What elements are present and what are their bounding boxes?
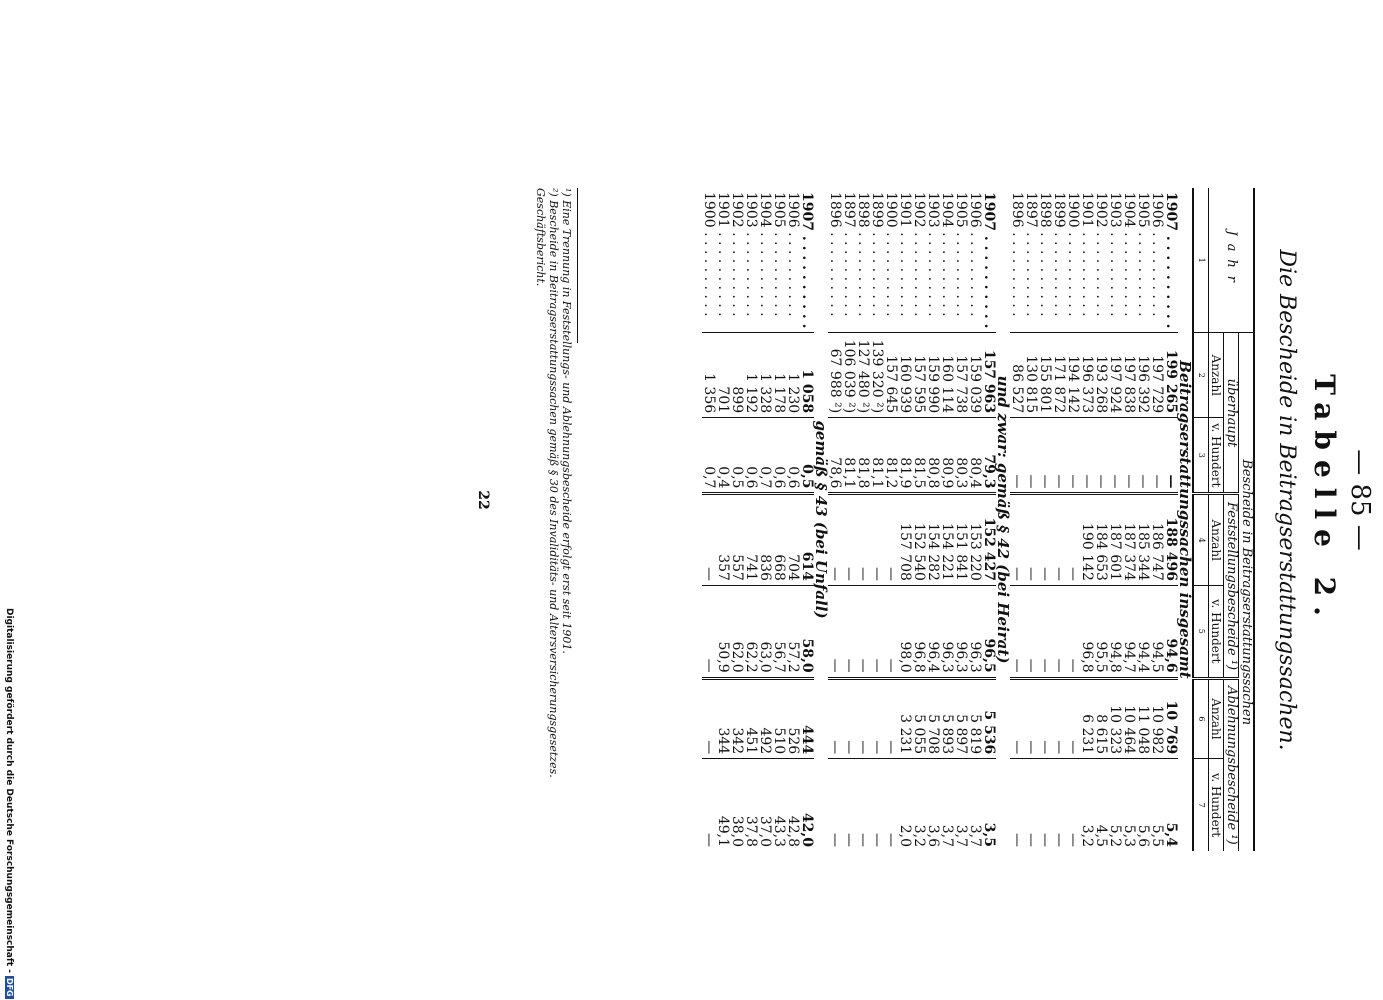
- value-cell: 1 356: [702, 333, 716, 418]
- header-hundert: v. Hundert: [1209, 418, 1224, 494]
- value-cell: —: [842, 678, 856, 759]
- year-cell: 1901 . . . . . . . . . .: [1079, 192, 1095, 317]
- value-cell: 5 536: [982, 678, 996, 759]
- value-cell: —: [1052, 678, 1066, 759]
- value-cell: 704: [786, 494, 800, 585]
- value-cell: 5,5: [1150, 759, 1164, 851]
- table-row: [1136, 188, 1150, 851]
- value-cell: 196 392: [1136, 333, 1150, 418]
- table-row: [842, 188, 856, 851]
- footnotes: [534, 188, 578, 778]
- value-cell: 56,7: [772, 585, 786, 678]
- value-cell: —: [1038, 418, 1052, 494]
- value-cell: 81,1: [870, 418, 884, 494]
- table-row: [1164, 188, 1178, 851]
- table-row: [968, 188, 982, 851]
- value-cell: 37,0: [758, 759, 772, 851]
- value-cell: 741: [744, 494, 758, 585]
- value-cell: —: [1024, 494, 1038, 585]
- value-cell: —: [1066, 759, 1080, 851]
- table-row: [786, 188, 800, 851]
- value-cell: 0,4: [716, 418, 730, 494]
- year-cell: 1896 . . . . . . . . . .: [1009, 192, 1025, 317]
- value-cell: —: [1024, 759, 1038, 851]
- table-row: [856, 188, 870, 851]
- value-cell: —: [1038, 678, 1052, 759]
- value-cell: 154 282: [926, 494, 940, 585]
- table-row: [1024, 188, 1038, 851]
- value-cell: 96,8: [912, 585, 926, 678]
- value-cell: 197 924: [1108, 333, 1122, 418]
- value-cell: 4,5: [1094, 759, 1108, 851]
- value-cell: —: [1010, 759, 1024, 851]
- header-group-ablehn: Ablehnungsbescheide ¹): [1224, 678, 1239, 851]
- bottom-page-number: 22: [475, 490, 491, 510]
- value-cell: 80,8: [926, 418, 940, 494]
- value-cell: —: [870, 585, 884, 678]
- value-cell: 94,8: [1108, 585, 1122, 678]
- column-number: 1: [1193, 188, 1209, 333]
- value-cell: 2,0: [898, 759, 912, 851]
- value-cell: 8 615: [1094, 678, 1108, 759]
- statistics-table: [702, 188, 1255, 851]
- value-cell: 81,1: [842, 418, 856, 494]
- table-row: [1094, 188, 1108, 851]
- value-cell: 5,2: [1108, 759, 1122, 851]
- header-anzahl: Anzahl: [1209, 494, 1224, 585]
- value-cell: —: [1052, 759, 1066, 851]
- value-cell: —: [856, 678, 870, 759]
- value-cell: 58,0: [800, 585, 814, 678]
- value-cell: 5,6: [1136, 759, 1150, 851]
- value-cell: 5 055: [912, 678, 926, 759]
- value-cell: —: [1066, 678, 1080, 759]
- value-cell: 63,0: [758, 585, 772, 678]
- value-cell: 11 048: [1136, 678, 1150, 759]
- value-cell: 139 320 ²): [870, 333, 884, 418]
- footnote-2: ²) Bescheide in Beitragserstattungssachen gemäß § 30 des Invaliditäts- und Altersversicherungsgesetzes.: [547, 188, 560, 778]
- column-number: 6: [1193, 678, 1209, 759]
- column-number: 7: [1193, 759, 1209, 851]
- value-cell: —: [1038, 585, 1052, 678]
- value-cell: 444: [800, 678, 814, 759]
- value-cell: 0,6: [744, 418, 758, 494]
- header-year: Jahr: [1209, 188, 1255, 333]
- value-cell: —: [1108, 418, 1122, 494]
- year-cell: 1907 . . . . . . . . . .: [1163, 192, 1179, 329]
- value-cell: 153 220: [968, 494, 982, 585]
- value-cell: —: [1094, 418, 1108, 494]
- year-cell: 1906 . . . . . . . . . .: [967, 192, 983, 317]
- value-cell: 1 230: [786, 333, 800, 418]
- year-cell: 1906 . . . . . . . . . .: [1149, 192, 1165, 317]
- value-cell: —: [828, 585, 842, 678]
- value-cell: 62,0: [730, 585, 744, 678]
- value-cell: 3,6: [926, 759, 940, 851]
- table-row: [772, 188, 786, 851]
- table-body: [702, 188, 1193, 851]
- value-cell: 3,7: [954, 759, 968, 851]
- value-cell: 160 939: [898, 333, 912, 418]
- year-cell: 1907 . . . . . . . . . .: [799, 192, 815, 329]
- value-cell: 42,0: [800, 759, 814, 851]
- table-row: [870, 188, 884, 851]
- table-row: [982, 188, 996, 851]
- value-cell: —: [1052, 418, 1066, 494]
- year-cell: 1903 . . . . . . . . . .: [1107, 192, 1123, 317]
- value-cell: 188 496: [1164, 494, 1178, 585]
- value-cell: —: [870, 494, 884, 585]
- value-cell: —: [1010, 494, 1024, 585]
- footnote-1: ¹) Eine Trennung in Feststellungs- und Ablehnungsbescheide erfolgt erst seit 1901.: [560, 188, 573, 654]
- value-cell: —: [828, 759, 842, 851]
- value-cell: 94,5: [1150, 585, 1164, 678]
- value-cell: 344: [716, 678, 730, 759]
- value-cell: —: [702, 759, 716, 851]
- value-cell: 160 114: [940, 333, 954, 418]
- value-cell: 0,7: [702, 418, 716, 494]
- value-cell: —: [1010, 678, 1024, 759]
- year-cell: 1897 . . . . . . . . . .: [1023, 192, 1039, 317]
- value-cell: 57,2: [786, 585, 800, 678]
- digitization-strip: [0, 0, 20, 1000]
- value-cell: 3,7: [968, 759, 982, 851]
- value-cell: 451: [744, 678, 758, 759]
- year-cell: 1903 . . . . . . . . . .: [925, 192, 941, 317]
- value-cell: —: [828, 494, 842, 585]
- value-cell: 130 815: [1024, 333, 1038, 418]
- table-row: [926, 188, 940, 851]
- header-hundert: v. Hundert: [1209, 759, 1224, 851]
- year-cell: 1898 . . . . . . . . . .: [855, 192, 871, 317]
- year-cell: 1907 . . . . . . . . . .: [981, 192, 997, 329]
- year-cell: 1900 . . . . . . . . . .: [701, 192, 717, 317]
- year-cell: 1896 . . . . . . . . . .: [827, 192, 843, 317]
- value-cell: 197 838: [1122, 333, 1136, 418]
- value-cell: —: [870, 678, 884, 759]
- value-cell: 86 527: [1010, 333, 1024, 418]
- year-cell: 1899 . . . . . . . . . .: [1051, 192, 1067, 317]
- value-cell: —: [1122, 418, 1136, 494]
- table-row: [1122, 188, 1136, 851]
- value-cell: 3,7: [940, 759, 954, 851]
- year-cell: 1901 . . . . . . . . . .: [715, 192, 731, 317]
- value-cell: 5 897: [954, 678, 968, 759]
- value-cell: 668: [772, 494, 786, 585]
- value-cell: —: [842, 585, 856, 678]
- table-row: [940, 188, 954, 851]
- value-cell: 5,4: [1164, 759, 1178, 851]
- value-cell: 342: [730, 678, 744, 759]
- value-cell: 199 265: [1164, 333, 1178, 418]
- year-cell: 1900 . . . . . . . . . .: [883, 192, 899, 317]
- column-number: 5: [1193, 585, 1209, 678]
- header-hundert: v. Hundert: [1209, 585, 1224, 678]
- value-cell: 10 464: [1122, 678, 1136, 759]
- year-cell: 1901 . . . . . . . . . .: [897, 192, 913, 317]
- value-cell: —: [1066, 494, 1080, 585]
- value-cell: 701: [716, 333, 730, 418]
- value-cell: 127 480 ²): [856, 333, 870, 418]
- value-cell: —: [1052, 585, 1066, 678]
- value-cell: 184 653: [1094, 494, 1108, 585]
- value-cell: 526: [786, 678, 800, 759]
- value-cell: —: [870, 759, 884, 851]
- value-cell: 171 872: [1052, 333, 1066, 418]
- value-cell: —: [884, 678, 898, 759]
- year-cell: 1899 . . . . . . . . . .: [869, 192, 885, 317]
- header-group-total: überhaupt: [1224, 333, 1239, 494]
- value-cell: 96,3: [940, 585, 954, 678]
- value-cell: 157 963: [982, 333, 996, 418]
- value-cell: 154 221: [940, 494, 954, 585]
- table-row: [828, 188, 842, 851]
- value-cell: 96,3: [954, 585, 968, 678]
- value-cell: 81,9: [898, 418, 912, 494]
- value-cell: —: [702, 585, 716, 678]
- value-cell: 38,0: [730, 759, 744, 851]
- value-cell: 3,2: [912, 759, 926, 851]
- value-cell: 0,5: [800, 418, 814, 494]
- section-heading: gemäß § 43 (bei Unfall): [812, 420, 830, 619]
- value-cell: 614: [800, 494, 814, 585]
- section-heading: Beitragserstattungssachen insgesamt: [1176, 360, 1194, 679]
- table-row: [758, 188, 772, 851]
- year-cell: 1904 . . . . . . . . . .: [1121, 192, 1137, 317]
- value-cell: —: [702, 494, 716, 585]
- footnote-divider: [577, 188, 578, 343]
- value-cell: —: [856, 759, 870, 851]
- value-cell: 196 373: [1080, 333, 1094, 418]
- footnote-source: Geschäftsbericht.: [534, 188, 547, 287]
- table-row: [1010, 188, 1024, 851]
- value-cell: 96,5: [982, 585, 996, 678]
- digitization-note: Digitalisierung gefördert durch die Deutsche Forschungsgemeinschaft -: [4, 608, 14, 973]
- value-cell: —: [884, 585, 898, 678]
- table-title: Tabelle 2.: [1308, 374, 1341, 626]
- table-row: [1150, 188, 1164, 851]
- value-cell: 37,8: [744, 759, 758, 851]
- value-cell: 80,3: [954, 418, 968, 494]
- header-group-main: Bescheide in Beitragserstattungssachen: [1239, 333, 1255, 851]
- value-cell: 157 708: [898, 494, 912, 585]
- value-cell: 0,7: [758, 418, 772, 494]
- value-cell: —: [1066, 585, 1080, 678]
- value-cell: 1 328: [758, 333, 772, 418]
- value-cell: 50,9: [716, 585, 730, 678]
- value-cell: 5 893: [940, 678, 954, 759]
- value-cell: —: [1066, 418, 1080, 494]
- table-row: [898, 188, 912, 851]
- value-cell: —: [1080, 418, 1094, 494]
- value-cell: 6 231: [1080, 678, 1094, 759]
- value-cell: —: [856, 585, 870, 678]
- value-cell: 197 729: [1150, 333, 1164, 418]
- column-number: 4: [1193, 494, 1209, 585]
- table-row: [1038, 188, 1052, 851]
- value-cell: 193 268: [1094, 333, 1108, 418]
- table-row: [702, 188, 716, 851]
- value-cell: 186 747: [1150, 494, 1164, 585]
- value-cell: —: [1038, 759, 1052, 851]
- value-cell: —: [856, 494, 870, 585]
- year-cell: 1898 . . . . . . . . . .: [1037, 192, 1053, 317]
- value-cell: 1 178: [772, 333, 786, 418]
- value-cell: 42,8: [786, 759, 800, 851]
- value-cell: —: [884, 759, 898, 851]
- value-cell: 81,2: [884, 418, 898, 494]
- value-cell: 190 142: [1080, 494, 1094, 585]
- value-cell: 492: [758, 678, 772, 759]
- header-group-fest: Feststellungsbescheide ¹): [1224, 494, 1239, 678]
- value-cell: 557: [730, 494, 744, 585]
- value-cell: —: [1024, 418, 1038, 494]
- value-cell: 78,6: [828, 418, 842, 494]
- value-cell: 187 374: [1122, 494, 1136, 585]
- value-cell: 81,5: [912, 418, 926, 494]
- value-cell: 79,3: [982, 418, 996, 494]
- value-cell: 3 231: [898, 678, 912, 759]
- value-cell: 157 595: [912, 333, 926, 418]
- value-cell: —: [1052, 494, 1066, 585]
- table-row: [912, 188, 926, 851]
- value-cell: 155 801: [1038, 333, 1052, 418]
- value-cell: —: [828, 678, 842, 759]
- value-cell: 357: [716, 494, 730, 585]
- value-cell: —: [842, 759, 856, 851]
- value-cell: 510: [772, 678, 786, 759]
- dfg-logo: DFG: [5, 977, 14, 997]
- table-row: [730, 188, 744, 851]
- value-cell: —: [702, 678, 716, 759]
- year-cell: 1900 . . . . . . . . . .: [1065, 192, 1081, 317]
- value-cell: 0,6: [786, 418, 800, 494]
- value-cell: 10 323: [1108, 678, 1122, 759]
- column-number: 3: [1193, 418, 1209, 494]
- value-cell: —: [1010, 585, 1024, 678]
- value-cell: 49,1: [716, 759, 730, 851]
- value-cell: 3,5: [982, 759, 996, 851]
- value-cell: 185 344: [1136, 494, 1150, 585]
- value-cell: 10 982: [1150, 678, 1164, 759]
- value-cell: 98,0: [898, 585, 912, 678]
- value-cell: 151 841: [954, 494, 968, 585]
- table-row: [954, 188, 968, 851]
- year-cell: 1904 . . . . . . . . . .: [757, 192, 773, 317]
- value-cell: 1 058: [800, 333, 814, 418]
- value-cell: —: [1164, 418, 1178, 494]
- value-cell: —: [1024, 678, 1038, 759]
- value-cell: —: [1010, 418, 1024, 494]
- value-cell: 96,3: [968, 585, 982, 678]
- year-cell: 1902 . . . . . . . . . .: [729, 192, 745, 317]
- value-cell: 157 645: [884, 333, 898, 418]
- page-number: — 85 —: [1345, 449, 1375, 551]
- value-cell: 94,6: [1164, 585, 1178, 678]
- value-cell: —: [842, 494, 856, 585]
- table-row: [1066, 188, 1080, 851]
- value-cell: —: [1150, 418, 1164, 494]
- value-cell: 81,8: [856, 418, 870, 494]
- value-cell: 0,6: [772, 418, 786, 494]
- column-number: 2: [1193, 333, 1209, 418]
- value-cell: 43,3: [772, 759, 786, 851]
- header-anzahl: Anzahl: [1209, 678, 1224, 759]
- value-cell: 96,4: [926, 585, 940, 678]
- value-cell: 194 142: [1066, 333, 1080, 418]
- value-cell: 62,2: [744, 585, 758, 678]
- value-cell: 80,4: [968, 418, 982, 494]
- value-cell: 96,8: [1080, 585, 1094, 678]
- section-heading: und zwar: gemäß § 42 (bei Heirat): [994, 375, 1012, 664]
- value-cell: 187 601: [1108, 494, 1122, 585]
- year-cell: 1903 . . . . . . . . . .: [743, 192, 759, 317]
- year-cell: 1897 . . . . . . . . . .: [841, 192, 857, 317]
- value-cell: 899: [730, 333, 744, 418]
- value-cell: 152 540: [912, 494, 926, 585]
- table-row: [1052, 188, 1066, 851]
- value-cell: 3,2: [1080, 759, 1094, 851]
- value-cell: 5,3: [1122, 759, 1136, 851]
- value-cell: 836: [758, 494, 772, 585]
- value-cell: 5 708: [926, 678, 940, 759]
- value-cell: 94,4: [1136, 585, 1150, 678]
- table-row: [884, 188, 898, 851]
- table-row: [744, 188, 758, 851]
- year-cell: 1905 . . . . . . . . . .: [1135, 192, 1151, 317]
- year-cell: 1902 . . . . . . . . . .: [1093, 192, 1109, 317]
- year-cell: 1906 . . . . . . . . . .: [785, 192, 801, 317]
- value-cell: 80,9: [940, 418, 954, 494]
- value-cell: 0,5: [730, 418, 744, 494]
- value-cell: 10 769: [1164, 678, 1178, 759]
- table-subtitle: Die Bescheide in Beitragserstattungssachen.: [1274, 249, 1299, 751]
- value-cell: 159 990: [926, 333, 940, 418]
- value-cell: 106 039 ²): [842, 333, 856, 418]
- table-row: [716, 188, 730, 851]
- value-cell: 67 988 ²): [828, 333, 842, 418]
- year-cell: 1902 . . . . . . . . . .: [911, 192, 927, 317]
- year-cell: 1904 . . . . . . . . . .: [939, 192, 955, 317]
- value-cell: 157 738: [954, 333, 968, 418]
- value-cell: 152 427: [982, 494, 996, 585]
- value-cell: 159 039: [968, 333, 982, 418]
- header-anzahl: Anzahl: [1209, 333, 1224, 418]
- table-row: [1080, 188, 1094, 851]
- value-cell: —: [1024, 585, 1038, 678]
- value-cell: —: [884, 494, 898, 585]
- value-cell: 1 192: [744, 333, 758, 418]
- value-cell: —: [1038, 494, 1052, 585]
- year-cell: 1905 . . . . . . . . . .: [771, 192, 787, 317]
- value-cell: 94,7: [1122, 585, 1136, 678]
- value-cell: 5 819: [968, 678, 982, 759]
- value-cell: 95,5: [1094, 585, 1108, 678]
- table-row: [1108, 188, 1122, 851]
- year-cell: 1905 . . . . . . . . . .: [953, 192, 969, 317]
- value-cell: —: [1136, 418, 1150, 494]
